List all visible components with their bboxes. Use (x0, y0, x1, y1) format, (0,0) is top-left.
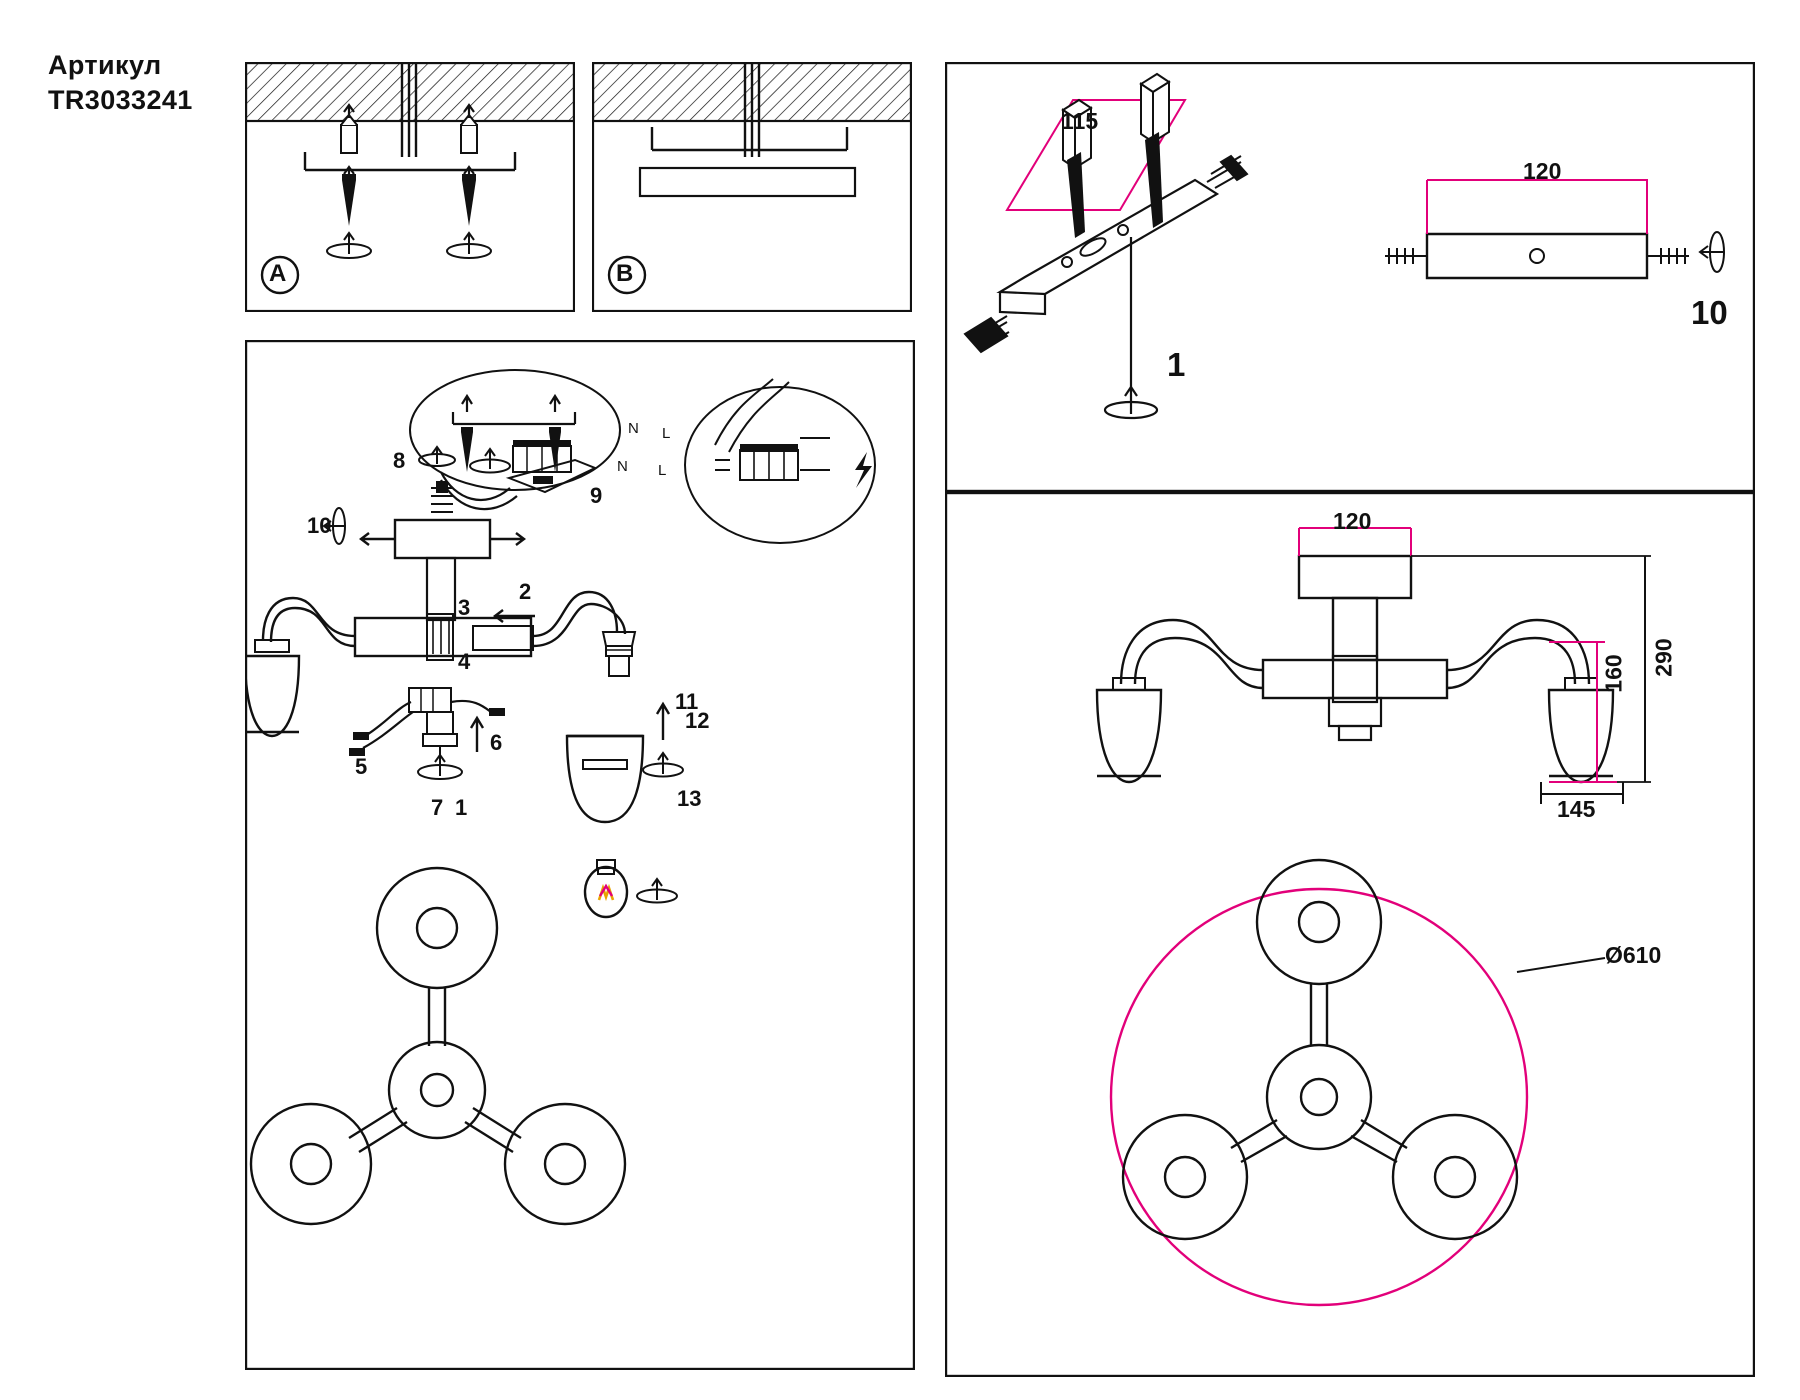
panel-mount-a (245, 62, 575, 312)
step-10-canopy: 10 (1691, 294, 1728, 331)
panel-bracket-canopy (945, 62, 1755, 492)
article-label: Артикул (48, 50, 162, 80)
panel-mount-b (592, 62, 912, 312)
dim-width-top: 120 (1333, 508, 1372, 534)
step-label-11: 11 (675, 689, 699, 714)
panel-exploded-view (245, 340, 915, 1370)
dim-120-canopy: 120 (1523, 158, 1562, 184)
dim-height-shade: 160 (1600, 654, 1627, 693)
step-label-7: 7 (431, 795, 444, 820)
dim-115: 115 (1061, 108, 1099, 134)
wiring-label-n-left: N (628, 420, 639, 437)
wiring-label-n-right: N (617, 458, 628, 475)
panel-dimensions (945, 492, 1755, 1377)
badge-a-text: A (269, 260, 287, 287)
step-label-1: 1 (455, 795, 468, 820)
badge-b-text: B (616, 260, 634, 287)
wiring-label-l-left: L (662, 425, 671, 442)
step-label-5: 5 (355, 754, 368, 779)
step-1-bracket: 1 (1167, 346, 1186, 383)
step-label-3: 3 (458, 595, 471, 620)
step-label-13: 13 (677, 786, 702, 811)
step-label-6: 6 (490, 730, 503, 755)
wiring-label-l-right: L (658, 462, 667, 479)
dim-height-total: 290 (1650, 638, 1677, 677)
step-label-10: 10 (307, 513, 332, 538)
dim-shade-width: 145 (1557, 796, 1596, 822)
step-label-2: 2 (519, 579, 532, 604)
article-heading (48, 48, 193, 117)
article-number: TR3033241 (48, 84, 193, 115)
step-label-9: 9 (590, 483, 603, 508)
step-label-8: 8 (393, 448, 406, 473)
step-label-12: 12 (685, 708, 710, 733)
dim-diameter: Ø610 (1605, 942, 1662, 968)
step-label-4: 4 (458, 649, 471, 674)
